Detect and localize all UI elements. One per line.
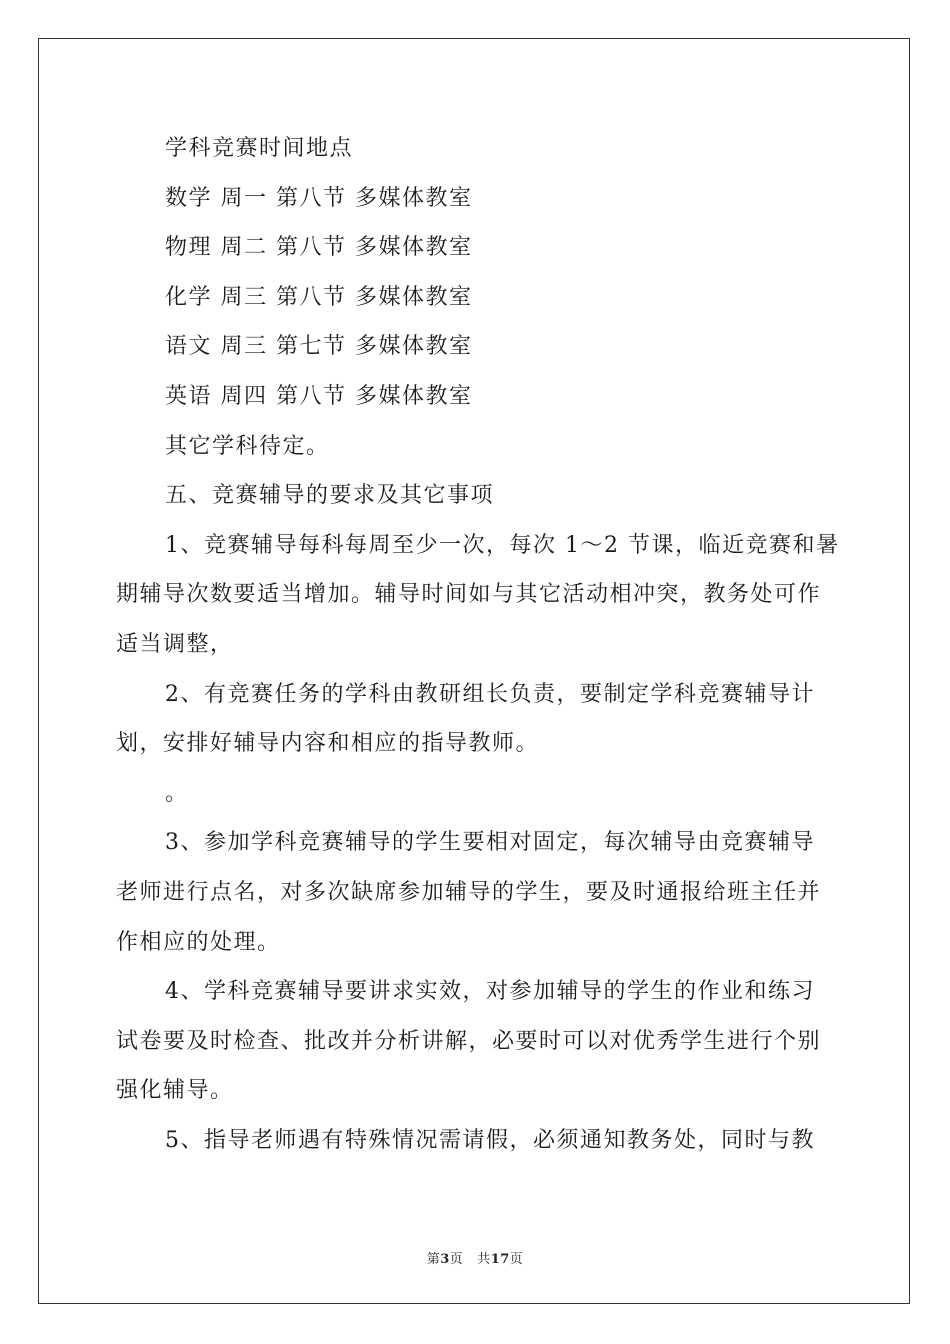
text-line: 2、有竞赛任务的学科由教研组长负责，要制定学科竞赛辅导计	[165, 681, 815, 707]
footer-page-suffix: 页	[449, 1252, 464, 1267]
text-line: 物理 周二 第八节 多媒体教室	[165, 235, 473, 261]
text-line: 语文 周三 第七节 多媒体教室	[165, 334, 473, 360]
text-line: 老师进行点名，对多次缺席参加辅导的学生，要及时通报给班主任并	[116, 879, 822, 905]
text-line: 5、指导老师遇有特殊情况需请假，必须通知教务处，同时与教	[165, 1127, 815, 1153]
footer-total-prefix: 共	[477, 1252, 491, 1267]
text-line: 其它学科待定。	[165, 433, 330, 459]
text-line: 3、参加学科竞赛辅导的学生要相对固定，每次辅导由竞赛辅导	[165, 830, 815, 856]
text-line: 4、学科竞赛辅导要讲求实效，对参加辅导的学生的作业和练习	[165, 979, 815, 1005]
footer-total-pages: 17	[490, 1252, 510, 1267]
text-line: 五、竞赛辅导的要求及其它事项	[165, 483, 495, 509]
document-body	[116, 124, 840, 1165]
text-line: 化学 周三 第八节 多媒体教室	[165, 284, 473, 310]
text-line: 划，安排好辅导内容和相应的指导教师。	[116, 731, 540, 757]
page-footer	[0, 1248, 950, 1267]
text-line: 学科竞赛时间地点	[165, 136, 354, 161]
footer-page-number: 3	[440, 1252, 450, 1267]
text-line: 英语 周四 第八节 多媒体教室	[165, 383, 473, 409]
text-line: 期辅导次数要适当增加。辅导时间如与其它活动相冲突，教务处可作	[116, 582, 822, 608]
footer-page-prefix: 第	[426, 1252, 441, 1267]
text-line: 1、竞赛辅导每科每周至少一次，每次 1～2 节课，临近竞赛和暑	[165, 532, 840, 558]
text-line: 作相应的处理。	[116, 929, 281, 955]
text-line: 。	[165, 780, 189, 806]
text-line: 试卷要及时检查、批改并分析讲解，必要时可以对优秀学生进行个别	[116, 1028, 822, 1054]
footer-total-suffix: 页	[509, 1252, 524, 1267]
text-line: 强化辅导。	[116, 1078, 234, 1104]
text-line: 适当调整，	[116, 631, 234, 657]
text-line: 数学 周一 第八节 多媒体教室	[165, 185, 473, 211]
